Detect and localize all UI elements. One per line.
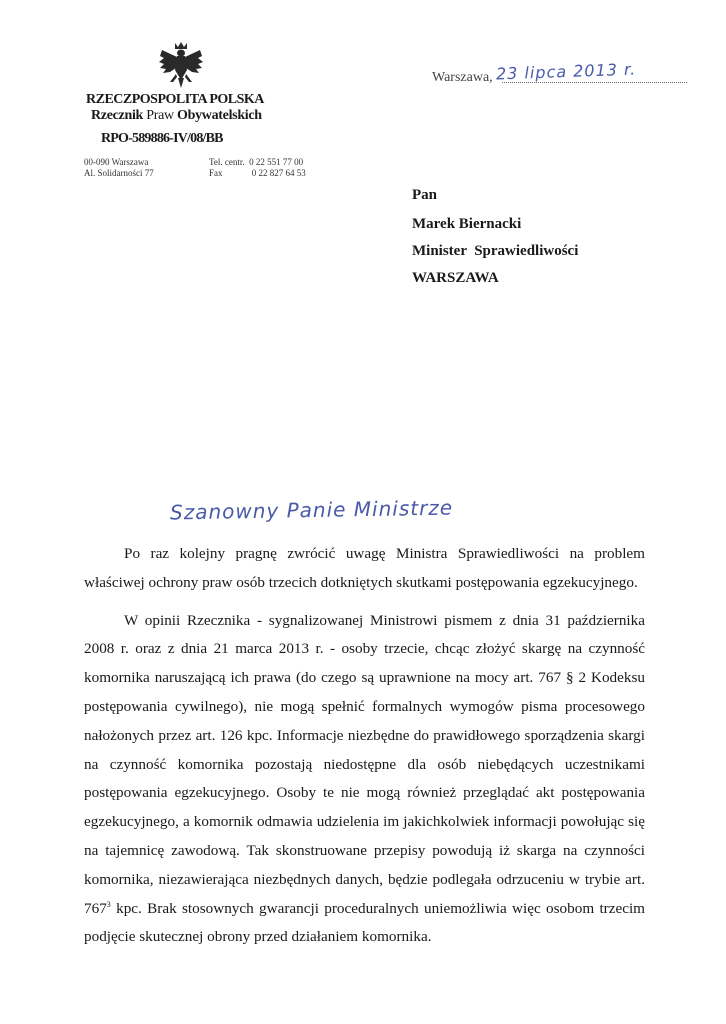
recipient-salutation: Pan [412, 187, 438, 203]
paragraph-2 [84, 607, 645, 953]
paragraph-2-superscript: 3 [106, 899, 111, 909]
eagle-emblem-icon [156, 40, 206, 92]
date-dotted-line [502, 82, 687, 83]
handwritten-date: 23 lipca 2013 r. [495, 59, 637, 84]
reference-number: RPO-589886-IV/08/BB [101, 131, 223, 146]
paragraph-2-text-end: kpc. Brak stosownych gwarancji proceduralnych uniemożliwia więc osobom trzecim podjęcie skutecznej obrony przed działaniem komornika. [84, 899, 645, 946]
handwritten-salutation: Szanowny Panie Ministrze [169, 495, 454, 525]
office-word-2: Praw [146, 108, 174, 123]
recipient-city: WARSZAWA [412, 270, 499, 286]
office-word-3: Obywatelskich [177, 108, 262, 123]
office-word-1: Rzecznik [91, 108, 144, 123]
recipient-title: Minister Sprawiedliwości [412, 243, 579, 259]
institution-country: RZECZPOSPOLITA POLSKA [86, 92, 264, 107]
fax-line: Fax 0 22 827 64 53 [209, 168, 306, 178]
institution-office [91, 108, 262, 124]
paragraph-2-text: W opinii Rzecznika - sygnalizowanej Ministrowi pismem z dnia 31 października 2008 r. oraz z dnia 21 marca 2013 r. - osoby trzecie, chcąc złożyć skargę na czynność komornika naruszającą ich prawa (do czego są uprawnione na mocy art. 767 § 2 Kodeksu postępowania cywilnego), nie mogą spełnić formalnych wymogów pisma procesowego nałożonych przez art. 126 kpc. Informacje niezbędne do prawidłowego sporządzenia skargi na czynność komornika pozostają niedostępne dla osób niebędących uczestnikami postępowania egzekucyjnego. Osoby te nie mogą również przeglądać akt postępowania egzekucyjnego, a komornik odmawia udzielenia im jakichkolwiek informacji powołując się na tajemnicę zawodową. Tak skonstruowane przepisy powodują iż skarga na czynności komornika, niezawierająca niezbędnych danych, będzie podlegała odrzuceniu w trybie art. 767 [84, 611, 645, 917]
address-street: Al. Solidarności 77 [84, 168, 154, 178]
place-and-date [432, 59, 637, 86]
recipient-name: Marek Biernacki [412, 216, 522, 232]
address-street-city: 00-090 Warszawa [84, 157, 149, 167]
phone-line: Tel. centr. 0 22 551 77 00 [209, 157, 304, 167]
paragraph-1: Po raz kolejny pragnę zwrócić uwagę Ministra Sprawiedliwości na problem właściwej ochrony praw osób trzecich dotkniętych skutkami postępowania egzekucyjnego. [84, 545, 645, 591]
place: Warszawa, [432, 70, 493, 85]
letter-body [84, 540, 645, 961]
